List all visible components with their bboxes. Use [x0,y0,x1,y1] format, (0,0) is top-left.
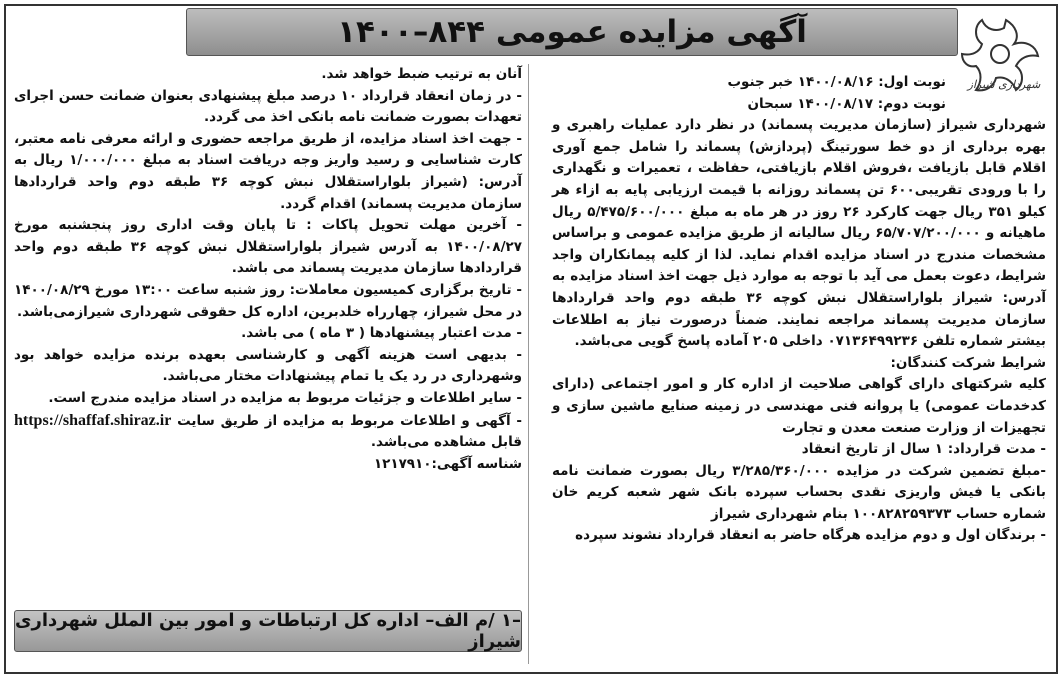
condition-item: - آخرین مهلت تحویل پاکات : تا پایان وقت اداری روز پنجشنبه مورخ ۱۴۰۰/۰۸/۲۷ به آدرس شیراز بلواراستقلال نبش کوچه ۳۶ طبقه دوم واحد قراردادها سازمان مدیریت پسماند می باشد. [14,217,522,277]
condition-item: - جهت اخذ اسناد مزایده، از طریق مراجعه حضوری و ارائه معرفی نامه معتبر، کارت شناسایی و رسید واریز وجه دریافت اسناد به مبلغ ۱/۰۰۰/۰۰۰ ریال به آدرس: (شیراز بلواراستقلال نبش کوچه ۳۶ طبقه دوم واحد قراردادها سازمان مدیریت پسماند) اقدام گردد. [14,130,522,212]
right-column [552,72,1046,547]
condition-item: - برندگان اول و دوم مزایده هرگاه حاضر به انعقاد قرارداد نشوند سپرده [575,527,1046,544]
condition-item: کلیه شرکتهای دارای گواهی صلاحیت از اداره کار و امور اجتماعی (دارای کدخدمات عمومی) یا پروانه فنی مهندسی در زمینه صنایع ماشین سازی و تجهیزات از وزارت صنعت معدن و تجارت [552,376,1046,436]
condition-item: - مدت قرارداد: ۱ سال از تاریخ انعقاد [801,441,1046,458]
condition-item: -مبلغ تضمین شرکت در مزایده ۳/۲۸۵/۳۶۰/۰۰۰ ریال بصورت ضمانت نامه بانکی یا فیش واریزی نقدی بحساب سپرده بانک شهر شعبه کریم خان شماره حساب ۱۰۰۸۲۸۲۵۹۳۷۳ بنام شهرداری شیراز [552,462,1046,522]
condition-item: - تاریخ برگزاری کمیسیون معاملات: روز شنبه ساعت ۱۳:۰۰ مورخ ۱۴۰۰/۰۸/۲۹ در محل شیراز، چهارراه خلدبرین، اداره کل حقوقی شهرداری شیرازمی‌باشد. [14,281,522,320]
condition-item: - در زمان انعقاد قرارداد ۱۰ درصد مبلغ پیشنهادی بعنوان ضمانت حسن اجرای تعهدات بصورت ضمانت نامه بانکی اخذ می گردد. [14,87,522,126]
ad-id: شناسه آگهی:۱۲۱۷۹۱۰ [373,455,522,472]
website-item [14,410,522,454]
continuation-line: آنان به ترتیب ضبط خواهد شد. [321,66,522,82]
website-link[interactable]: https://shaffaf.shiraz.ir [14,411,172,429]
main-paragraph: شهرداری شیراز (سازمان مدیریت پسماند) در نظر دارد عملیات راهبری و بهره برداری از دو خط سورتینگ (پردازش) پسماند را شامل جمع آوری اقلام قابل بازیافت ،فروش اقلام بازیافتی، حفاظت ، تعمیرات و نگهداری را با ورودی تقریبی۶۰۰ تن پسماند روزانه با قیمت ارزیابی پایه به ازاء هر کیلو ۳۵۱ ریال جهت کارکرد ۲۶ روز در هر ماه به مبلغ ۵/۴۷۵/۶۰۰/۰۰۰ ریال ماهیانه و ۶۵/۷۰۷/۲۰۰/۰۰۰ ریال سالیانه از طریق مزایده عمومی و براساس مشخصات مندرج در اسناد مزایده اقدام نماید. لذا از کلیه پیمانکاران واجد شرایط، دعوت بعمل می آید با توجه به موارد ذیل جهت اخذ اسناد مزایده به آدرس: شیراز بلواراستقلال نبش کوچه ۳۶ طبقه دوم واحد قراردادها سازمان مدیریت پسماند مراجعه نمایند. ضمناً درصورت نیاز به اطلاعات بیشتر شماره تلفن ۰۷۱۳۶۴۹۹۲۳۶ داخلی ۲۰۵ آماده پاسخ گویی می‌باشد. [552,117,1046,350]
condition-item: - سایر اطلاعات و جزئیات مربوط به مزایده در اسناد مزایده مندرج است. [48,389,522,406]
column-divider [528,64,529,664]
first-notice: نوبت اول: ۱۴۰۰/۰۸/۱۶ خبر جنوب [727,74,946,90]
footer-text: –۱ /م الف– اداره کل ارتباطات و امور بین الملل شهرداری شیراز [14,610,521,652]
condition-item: - بدیهی است هزینه آگهی و کارشناسی بعهده برنده مزایده خواهد بود وشهرداری در رد یک یا تمام پیشنهادات مختار می‌باشد. [14,346,522,385]
logo-signature: شهرداری شیراز [967,78,1041,91]
website-suffix: قابل مشاهده می‌باشد. [370,434,522,451]
website-prefix: - آگهی و اطلاعات مربوط به مزایده از طریق سایت [177,412,522,429]
title-banner [186,8,958,56]
page-title: آگهی مزایده عمومی ۸۴۴–۱۴۰۰ [337,14,807,50]
footer-banner [14,610,522,652]
conditions-heading: شرایط شرکت کنندگان: [890,354,1046,371]
condition-item: - مدت اعتبار پیشنهادها ( ۳ ماه ) می باشد. [241,325,522,342]
left-column [14,64,522,475]
second-notice: نوبت دوم: ۱۴۰۰/۰۸/۱۷ سبحان [747,95,946,112]
